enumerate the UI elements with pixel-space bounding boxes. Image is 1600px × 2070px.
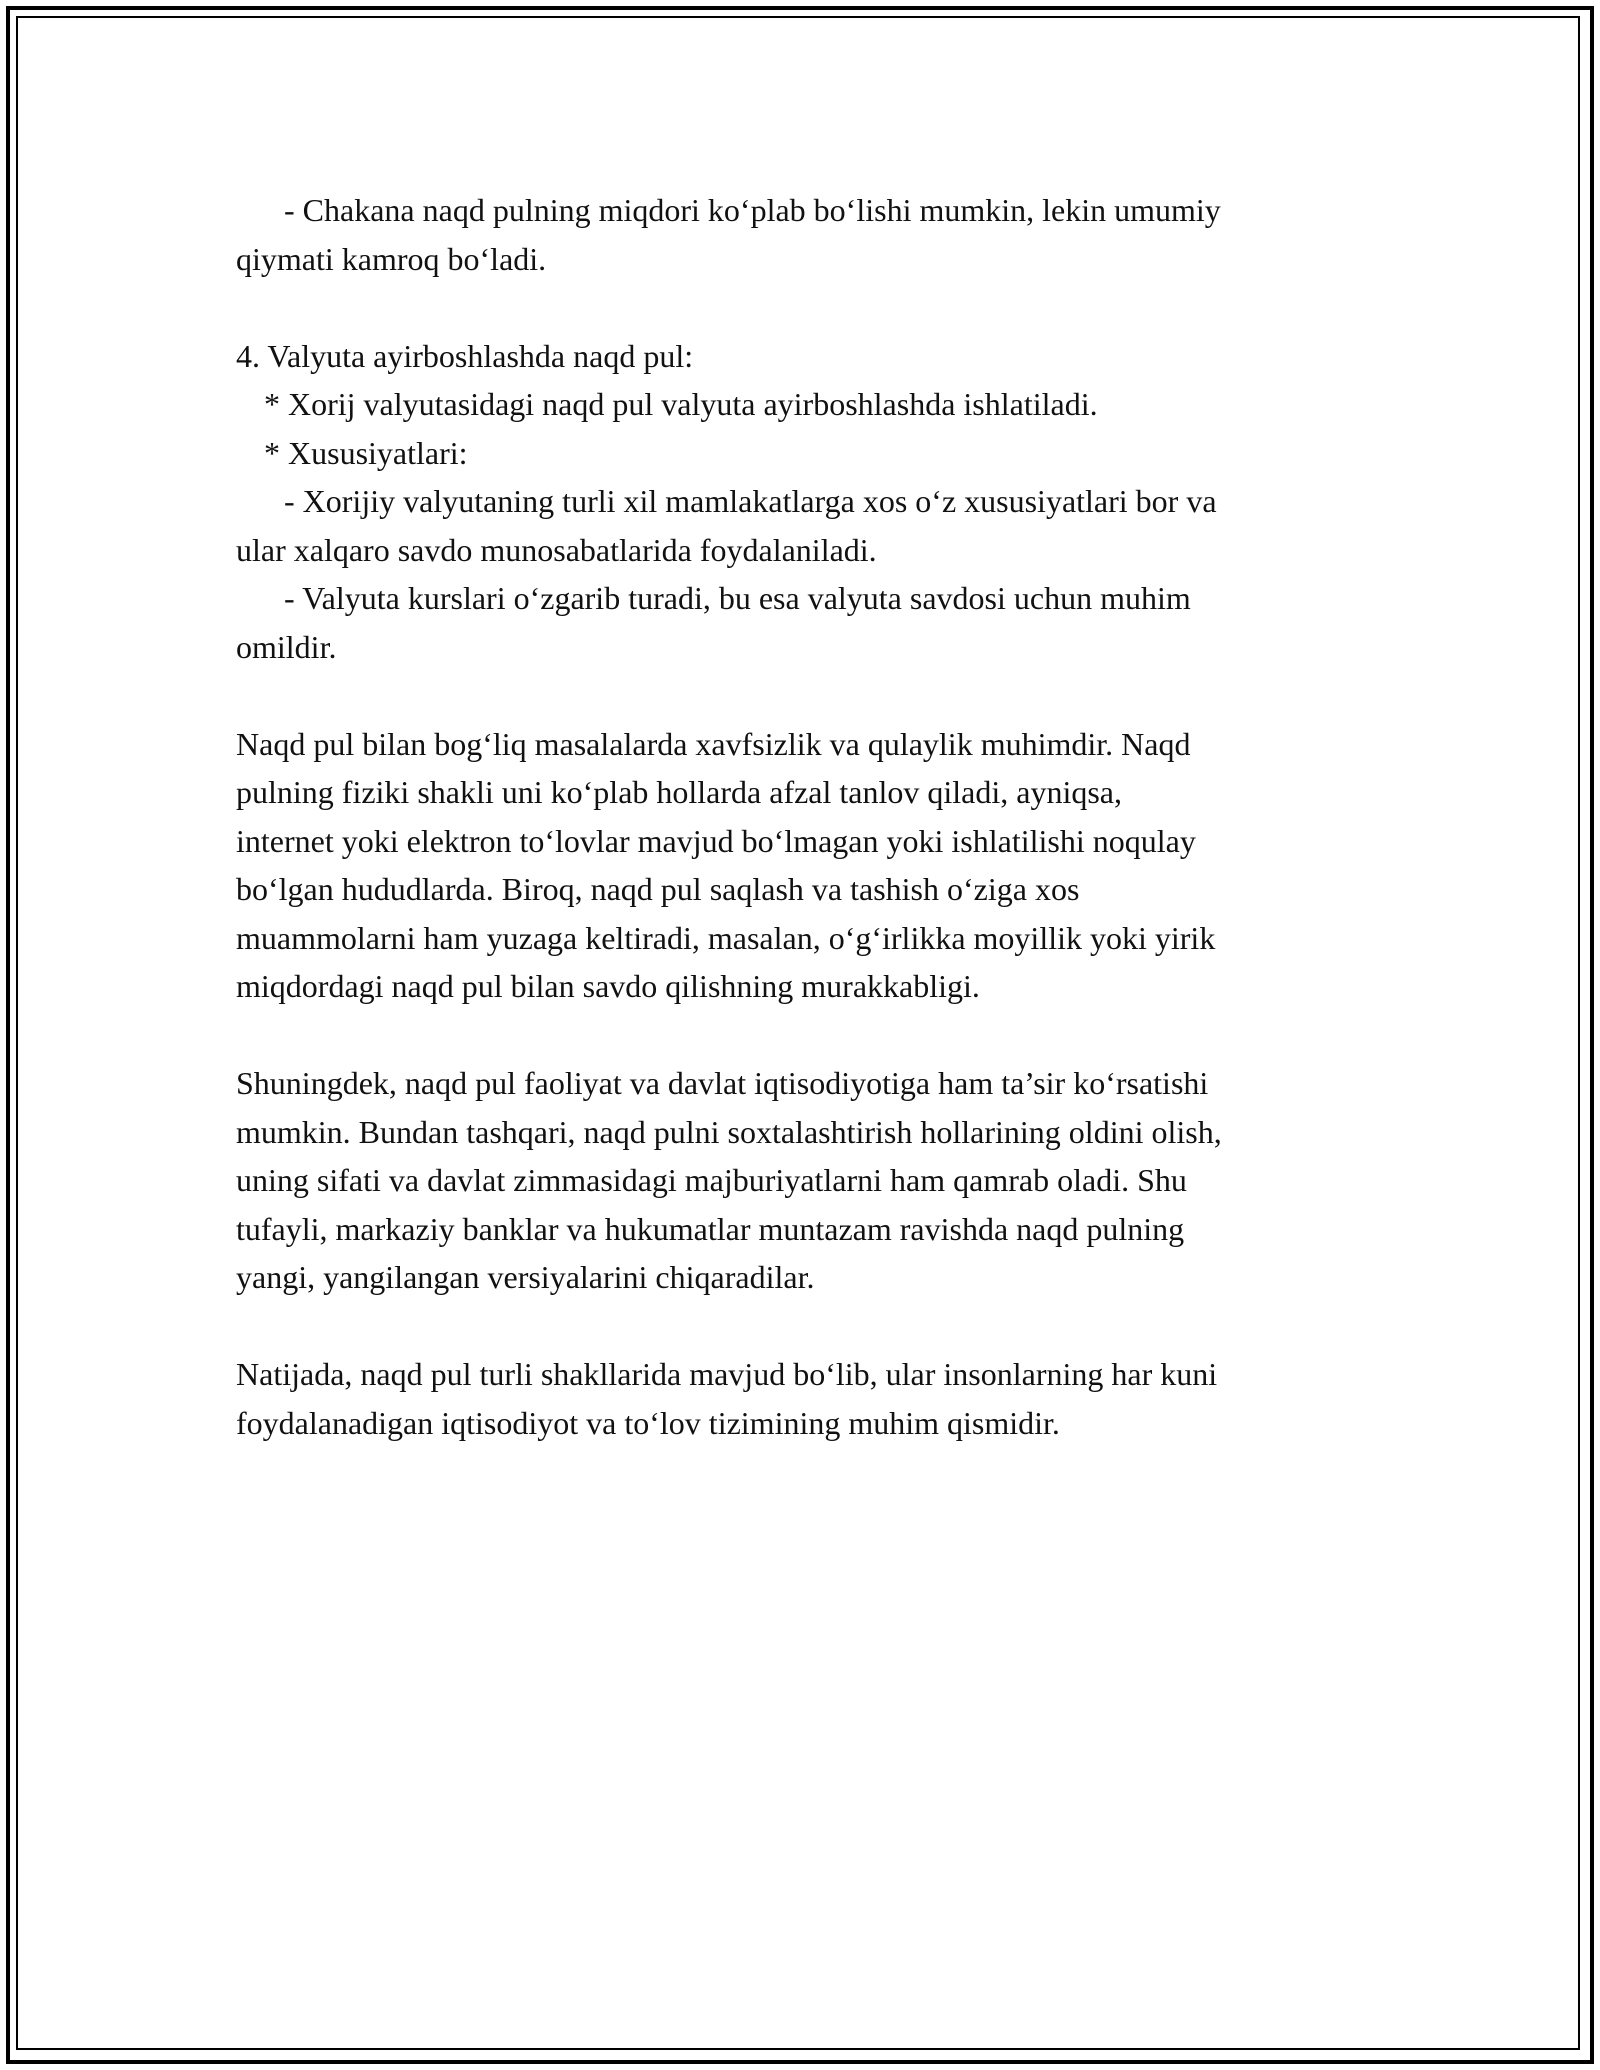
- paragraph-gap: [236, 1302, 1366, 1351]
- retail-cash-bullet: [236, 186, 1366, 283]
- text-line: internet yoki elektron to‘lovlar mavjud bo‘lmagan yoki ishlatilishi noqulay: [236, 822, 1196, 859]
- text-line: miqdordagi naqd pul bilan savdo qilishning murakkabligi.: [236, 968, 980, 1004]
- paragraph-conclusion: [236, 1350, 1366, 1447]
- paragraph-gap: [236, 1011, 1366, 1060]
- paragraph-gap: [236, 671, 1366, 720]
- sub-bullet-line: - Valyuta kurslari o‘zgarib turadi, bu esa valyuta savdosi uchun muhim: [284, 580, 1191, 616]
- document-body: [236, 186, 1366, 1447]
- text-line: qiymati kamroq bo‘ladi.: [236, 240, 547, 277]
- bullet-item: * Xorij valyutasidagi naqd pul valyuta ayirboshlashda ishlatiladi.: [264, 386, 1098, 422]
- sub-bullet-line: ular xalqaro savdo munosabatlarida foydalaniladi.: [236, 531, 877, 568]
- section-heading: 4. Valyuta ayirboshlashda naqd pul:: [236, 337, 694, 374]
- text-line: Naqd pul bilan bog‘liq masalalarda xavfsizlik va qulaylik muhimdir. Naqd: [236, 725, 1191, 762]
- paragraph-gap: [236, 283, 1366, 332]
- paragraph-economy: [236, 1059, 1366, 1302]
- text-line: yangi, yangilangan versiyalarini chiqaradilar.: [236, 1259, 815, 1295]
- text-line: - Chakana naqd pulning miqdori ko‘plab bo‘lishi mumkin, lekin umumiy: [284, 192, 1221, 228]
- text-line: foydalanadigan iqtisodiyot va to‘lov tizimining muhim qismidir.: [236, 1404, 1060, 1441]
- sub-bullet-line: omildir.: [236, 628, 337, 665]
- section-4: [236, 332, 1366, 672]
- sub-bullet-line: - Xorijiy valyutaning turli xil mamlakatlarga xos o‘z xususiyatlari bor va: [284, 483, 1217, 519]
- text-line: muammolarni ham yuzaga keltiradi, masalan, o‘g‘irlikka moyillik yoki yirik: [236, 919, 1216, 956]
- text-line: mumkin. Bundan tashqari, naqd pulni soxtalashtirish hollarining oldini olish,: [236, 1113, 1222, 1150]
- text-line: uning sifati va davlat zimmasidagi majburiyatlarni ham qamrab oladi. Shu: [236, 1162, 1187, 1198]
- text-line: tufayli, markaziy banklar va hukumatlar muntazam ravishda naqd pulning: [236, 1210, 1185, 1247]
- paragraph-security: [236, 720, 1366, 1011]
- bullet-item: * Xususiyatlari:: [264, 434, 468, 471]
- text-line: bo‘lgan hududlarda. Biroq, naqd pul saqlash va tashish o‘ziga xos: [236, 871, 1080, 907]
- text-line: Shuningdek, naqd pul faoliyat va davlat iqtisodiyotiga ham ta’sir ko‘rsatishi: [236, 1065, 1209, 1101]
- text-line: Natijada, naqd pul turli shakllarida mavjud bo‘lib, ular insonlarning har kuni: [236, 1356, 1218, 1392]
- text-line: pulning fiziki shakli uni ko‘plab hollarda afzal tanlov qiladi, ayniqsa,: [236, 774, 1122, 810]
